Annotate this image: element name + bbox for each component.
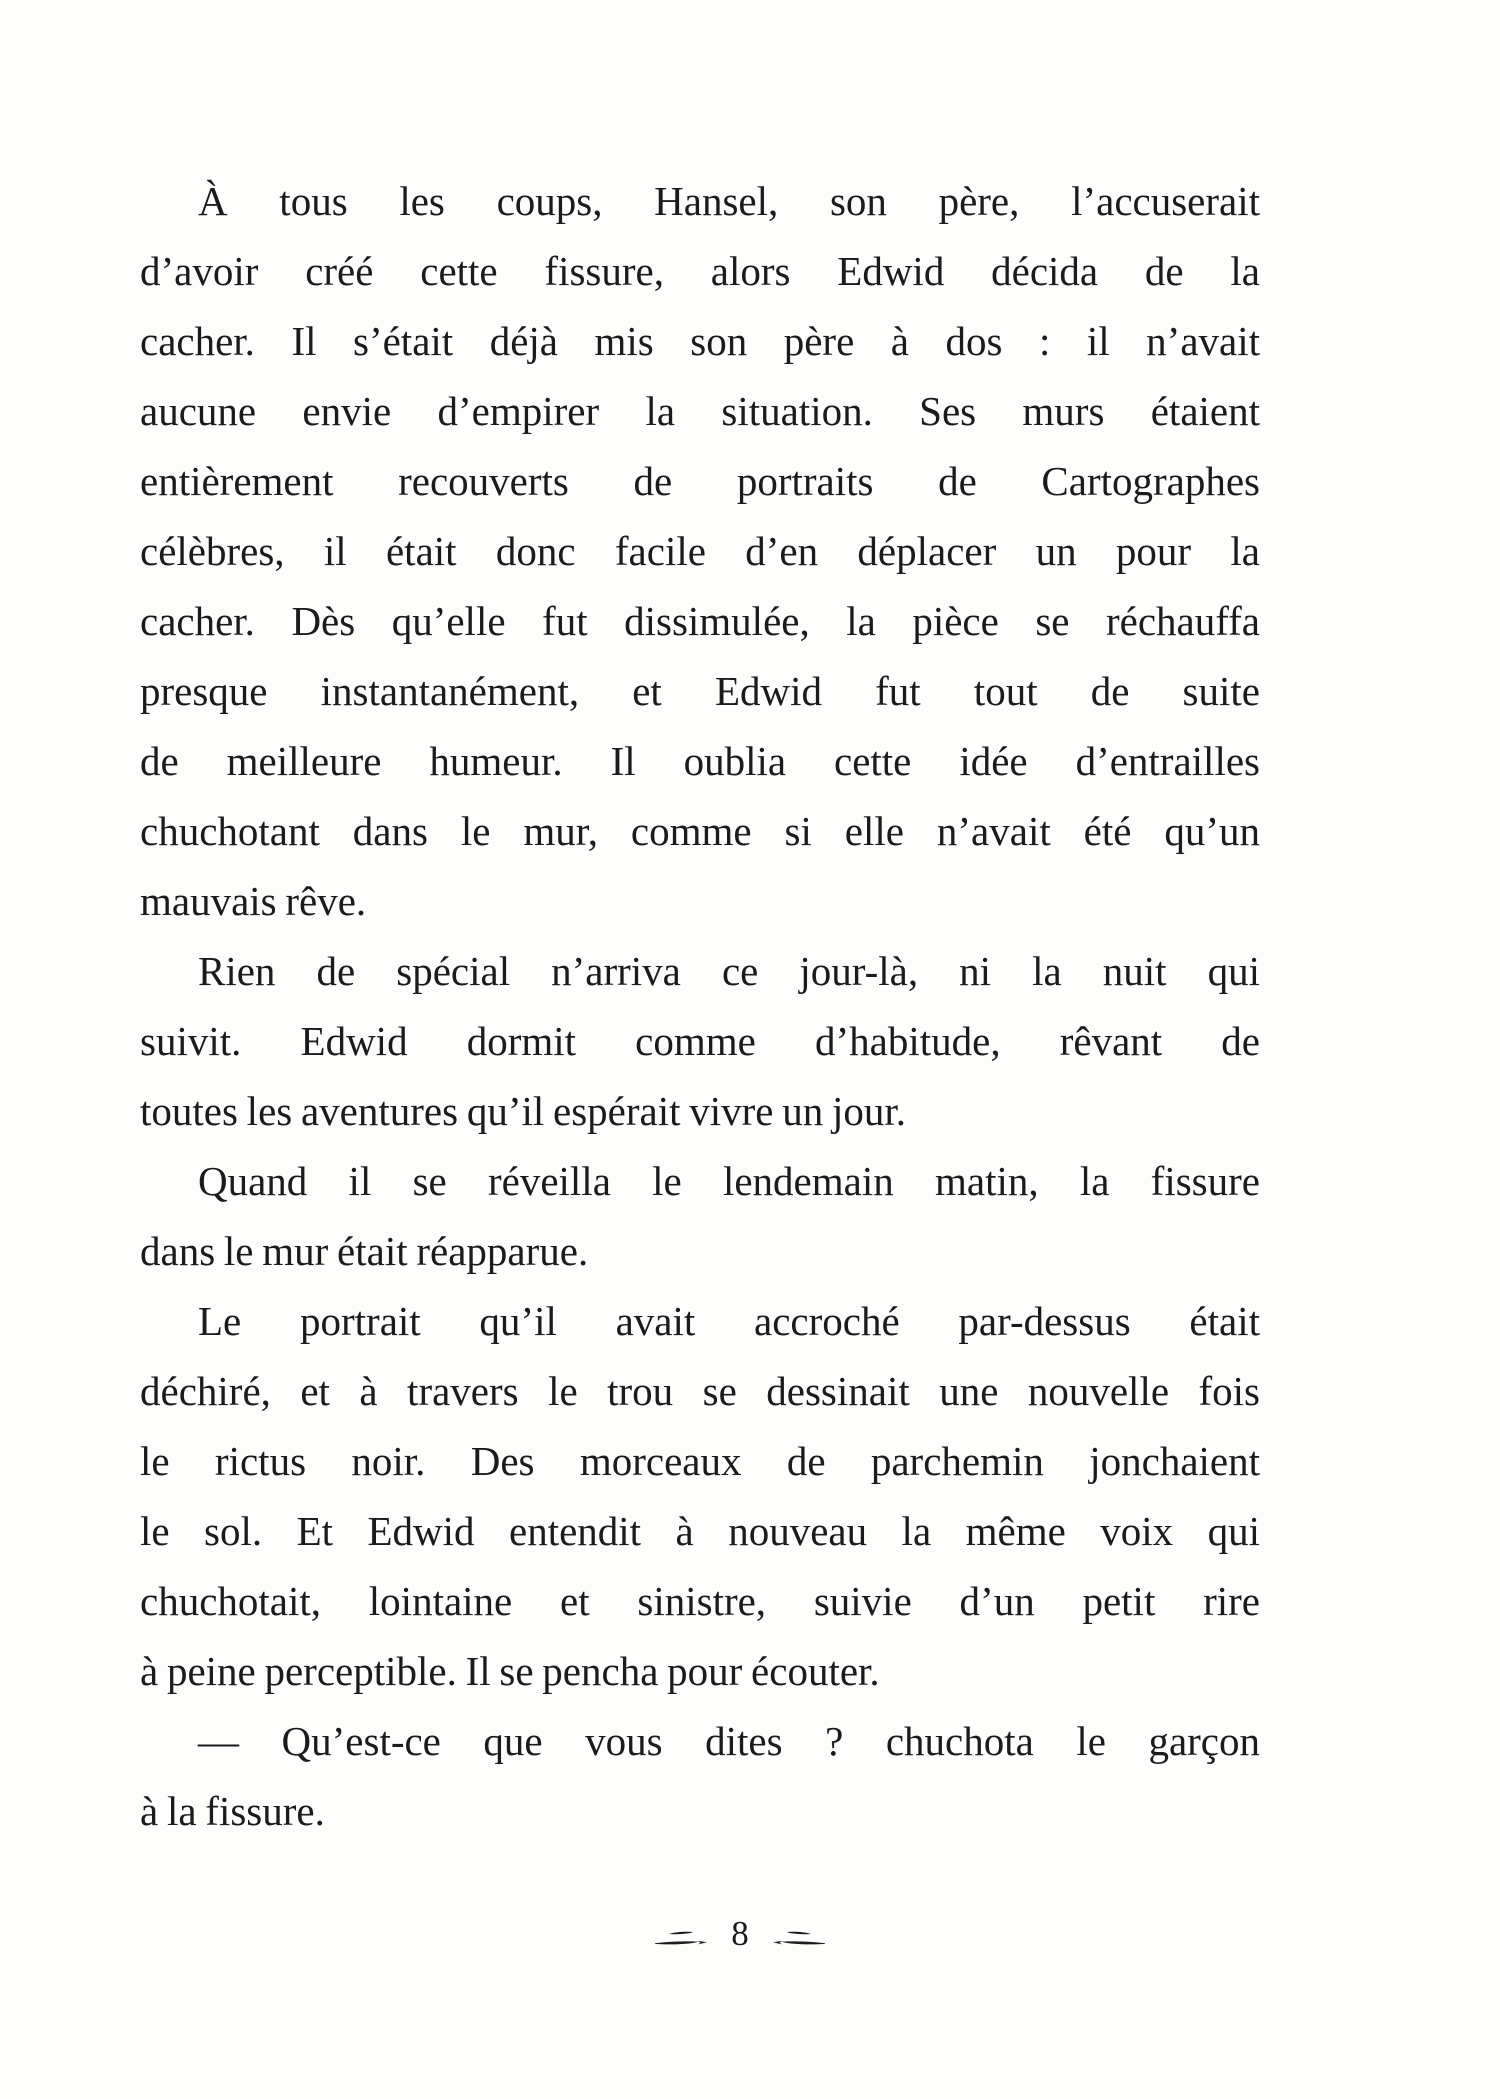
text-line: Quand il se réveilla le lendemain matin, la fissure (198, 1158, 1260, 1204)
text-line: le rictus noir. Des morceaux de parchemin jonchaient (140, 1438, 1260, 1484)
text-line: suivit. Edwid dormit comme d’habitude, rêvant de (140, 1018, 1260, 1064)
text-line: entièrement recouverts de portraits de Cartographes (140, 458, 1260, 504)
text-block (140, 166, 1260, 1846)
page-number: 8 (731, 1914, 749, 1953)
footer-flourish-left-icon (655, 1926, 707, 1948)
text-line: dans le mur était réapparue. (140, 1228, 589, 1274)
text-line: à peine perceptible. Il se pencha pour écouter. (140, 1648, 880, 1694)
text-line: d’avoir créé cette fissure, alors Edwid décida de la (140, 248, 1260, 294)
text-line: mauvais rêve. (140, 878, 367, 924)
text-line: chuchotait, lointaine et sinistre, suivie d’un petit rire (140, 1578, 1260, 1624)
paragraph (140, 1146, 1260, 1286)
text-line: Le portrait qu’il avait accroché par-dessus était (198, 1298, 1260, 1344)
text-line: célèbres, il était donc facile d’en déplacer un pour la (140, 528, 1260, 574)
text-line: cacher. Il s’était déjà mis son père à dos : il n’avait (140, 318, 1260, 364)
paragraph (140, 936, 1260, 1146)
text-line: chuchotant dans le mur, comme si elle n’avait été qu’un (140, 808, 1260, 854)
text-line: déchiré, et à travers le trou se dessinait une nouvelle fois (140, 1368, 1260, 1414)
paragraph (140, 1706, 1260, 1846)
text-line: presque instantanément, et Edwid fut tout de suite (140, 668, 1260, 714)
page-footer (595, 1916, 885, 1951)
text-line: à la fissure. (140, 1788, 325, 1834)
paragraph (140, 166, 1260, 936)
text-line: cacher. Dès qu’elle fut dissimulée, la pièce se réchauffa (140, 598, 1260, 644)
paragraph (140, 1286, 1260, 1706)
text-line: toutes les aventures qu’il espérait vivre un jour. (140, 1088, 907, 1134)
text-line: le sol. Et Edwid entendit à nouveau la même voix qui (140, 1508, 1260, 1554)
text-line: À tous les coups, Hansel, son père, l’accuserait (198, 178, 1260, 224)
text-line: — Qu’est-ce que vous dites ? chuchota le garçon (198, 1718, 1260, 1764)
text-line: Rien de spécial n’arriva ce jour-là, ni la nuit qui (198, 948, 1260, 994)
text-line: de meilleure humeur. Il oublia cette idée d’entrailles (140, 738, 1260, 784)
footer-flourish-right-icon (773, 1926, 825, 1948)
text-line: aucune envie d’empirer la situation. Ses murs étaient (140, 388, 1260, 434)
